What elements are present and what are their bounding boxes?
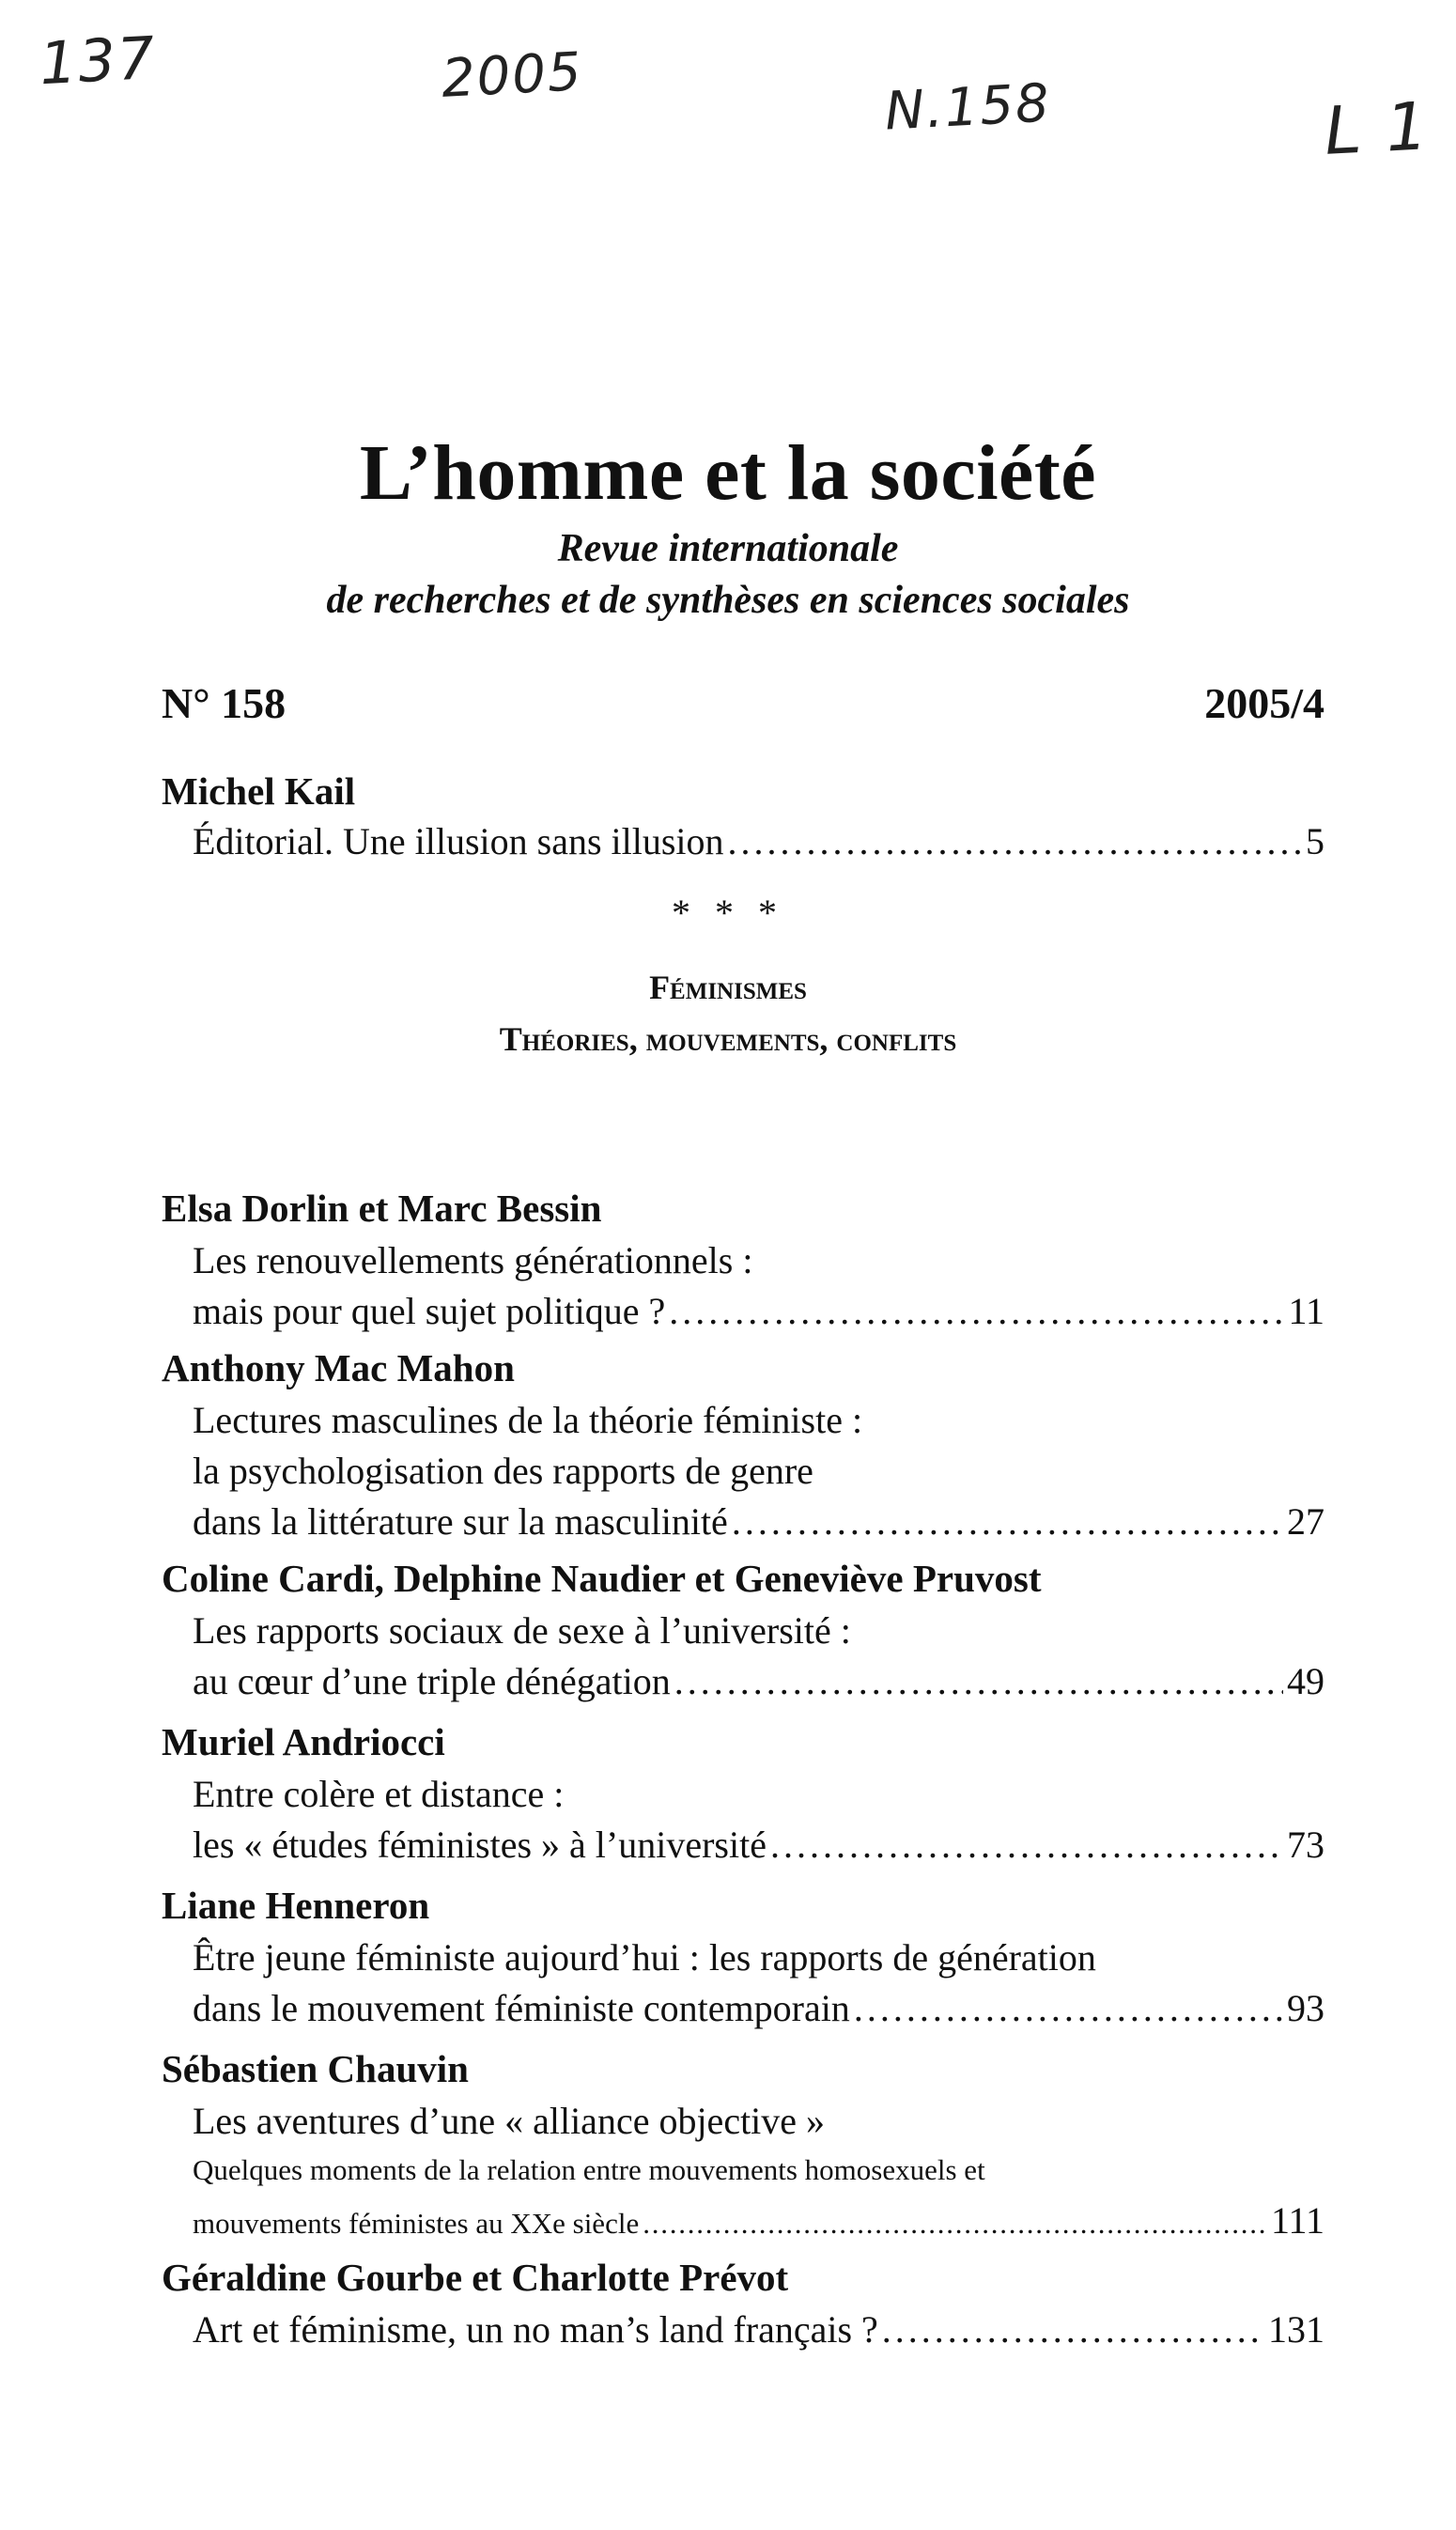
handwritten-annotation-number: N.158	[883, 72, 1053, 143]
article-title-line: les « études féministes » à l’université	[193, 1824, 767, 1866]
leader-dots	[770, 1823, 1283, 1867]
editorial-page: 5	[1306, 820, 1324, 862]
article-title-line: dans le mouvement féministe contemporain	[193, 1987, 850, 2029]
leader-dots	[854, 1986, 1283, 2030]
page-number: 73	[1287, 1824, 1324, 1866]
leader-dots	[669, 1289, 1284, 1333]
journal-subtitle-1: Revue internationale	[557, 527, 899, 570]
article-title-line: Lectures masculines de la théorie féministe :	[193, 1399, 863, 1441]
article-title-line: Entre colère et distance :	[193, 1773, 565, 1815]
article-author: Géraldine Gourbe et Charlotte Prévot	[162, 2256, 789, 2299]
article-title-line: dans la littérature sur la masculinité	[193, 1500, 728, 1543]
article-title-line: la psychologisation des rapports de genre	[193, 1450, 813, 1492]
article-title-line: Les renouvellements générationnels :	[193, 1239, 753, 1281]
article-author: Muriel Andriocci	[162, 1720, 445, 1763]
toc-entry[interactable]	[193, 2307, 1324, 2352]
handwritten-annotation-year: 2005	[440, 41, 585, 110]
page-number: 131	[1268, 2308, 1324, 2351]
section-subheading: Théories, mouvements, conflits	[499, 1020, 957, 1058]
issue-number: N° 158	[162, 679, 287, 727]
handwritten-annotation-code: L 1	[1322, 87, 1432, 170]
article-author: Coline Cardi, Delphine Naudier et Geneviève Pruvost	[162, 1557, 1042, 1600]
toc-entry[interactable]	[193, 2198, 1324, 2243]
article-author: Sébastien Chauvin	[162, 2047, 469, 2090]
toc-entry[interactable]	[193, 1986, 1324, 2030]
leader-dots	[882, 2307, 1264, 2352]
article-author: Anthony Mac Mahon	[162, 1346, 515, 1389]
editorial-title: Éditorial. Une illusion sans illusion	[193, 820, 724, 862]
journal-subtitle-2: de recherches et de synthèses en sciences sociales	[326, 579, 1130, 622]
handwritten-annotation-left: 137	[38, 23, 159, 99]
article-title-line: Être jeune féministe aujourd’hui : les rapports de génération	[193, 1936, 1096, 1979]
article-title-line: au cœur d’une triple dénégation	[193, 1660, 671, 1702]
issue-row	[162, 678, 1324, 728]
article-author: Elsa Dorlin et Marc Bessin	[162, 1187, 602, 1230]
leader-dots	[732, 1499, 1283, 1544]
toc-entry[interactable]	[193, 1499, 1324, 1544]
article-title-line: mouvements féministes au XXe siècle	[193, 2207, 640, 2240]
section-heading: Féminismes	[649, 969, 807, 1006]
article-title-line: mais pour quel sujet politique ?	[193, 1290, 666, 1332]
editorial-author: Michel Kail	[162, 769, 356, 813]
toc-entry[interactable]	[193, 1659, 1324, 1703]
toc-entry[interactable]	[193, 1823, 1324, 1867]
issue-date: 2005/4	[1204, 679, 1324, 727]
article-title-line: Les aventures d’une « alliance objective »	[193, 2100, 826, 2142]
article-title-line: Les rapports sociaux de sexe à l’université :	[193, 1609, 851, 1652]
separator-stars: * * *	[672, 892, 784, 934]
page-number: 111	[1270, 2199, 1324, 2242]
editorial-entry[interactable]	[193, 819, 1324, 863]
journal-title: L’homme et la société	[359, 429, 1097, 517]
article-title-line: Art et féminisme, un no man’s land français ?	[193, 2308, 878, 2351]
page-number: 49	[1287, 1660, 1324, 1702]
article-author: Liane Henneron	[162, 1884, 430, 1927]
article-subtitle-line: Quelques moments de la relation entre mouvements homosexuels et	[193, 2153, 985, 2186]
leader-dots	[674, 1659, 1283, 1703]
page-number: 11	[1288, 1290, 1324, 1332]
toc-entry[interactable]	[193, 1289, 1324, 1333]
leader-dots	[728, 819, 1302, 863]
page-number: 93	[1287, 1987, 1324, 2029]
page-number: 27	[1287, 1500, 1324, 1543]
leader-dots	[643, 2207, 1267, 2241]
